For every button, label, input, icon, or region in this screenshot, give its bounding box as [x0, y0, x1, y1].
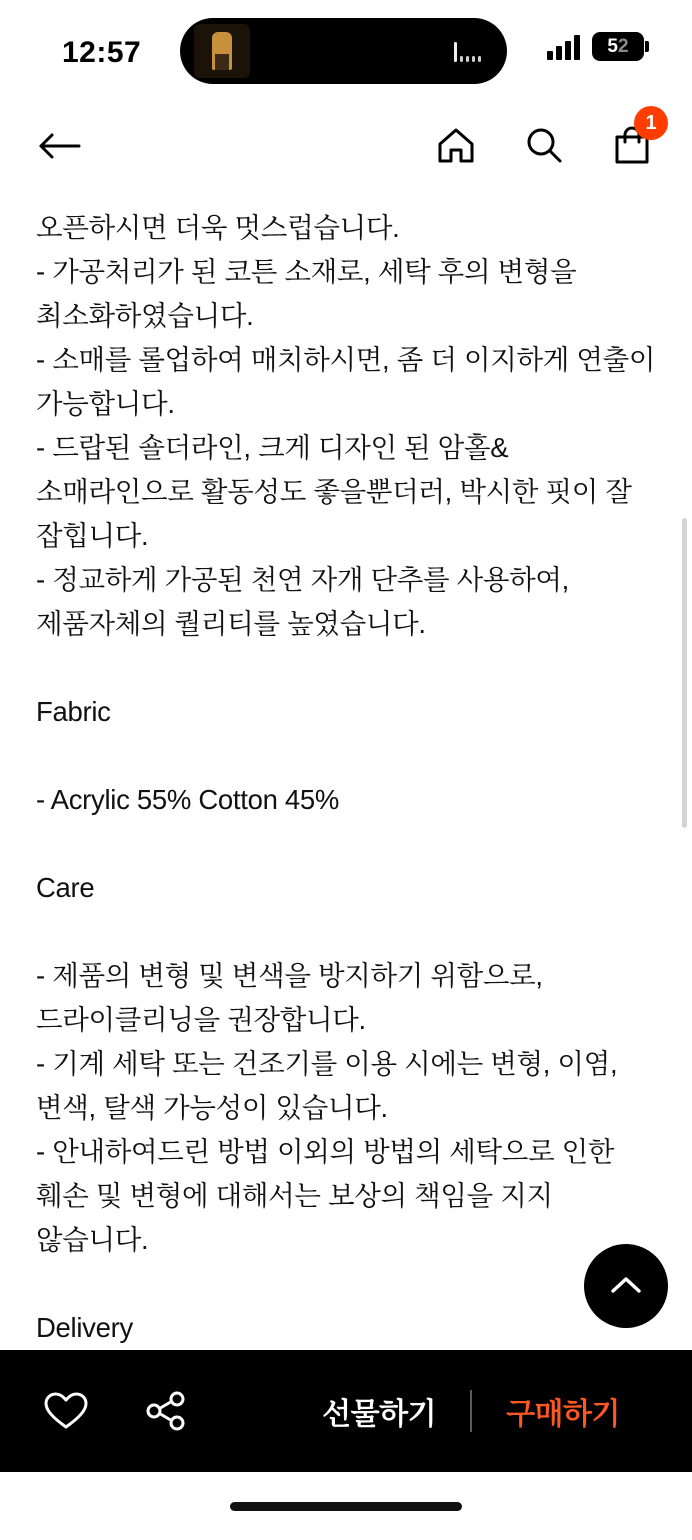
description-paragraph: - 가공처리가 된 코튼 소재로, 세탁 후의 변형을 최소화하였습니다.	[36, 256, 577, 331]
gift-button[interactable]: 선물하기	[322, 1398, 437, 1431]
paragraph-spacer	[36, 734, 656, 778]
status-bar	[0, 0, 692, 104]
vertical-scrollbar[interactable]	[682, 518, 687, 828]
cart-badge: 1	[634, 106, 668, 140]
home-indicator[interactable]	[230, 1502, 462, 1511]
cellular-signal-icon	[547, 34, 580, 60]
paragraph-spacer	[36, 1262, 656, 1306]
chevron-up-icon	[604, 1264, 648, 1308]
media-thumbnail-icon	[194, 24, 250, 78]
audio-waveform-icon	[454, 40, 481, 62]
care-line: - 안내하여드린 방법 이외의 방법의 세탁으로 인한 훼손 및 변형에 대해서는 보상의 책임을 지지 않습니다.	[36, 1136, 615, 1255]
share-button[interactable]	[142, 1387, 190, 1435]
description-paragraph: - 소매를 롤업하여 매치하시면, 좀 더 이지하게 연출이 가능합니다.	[36, 344, 656, 419]
description-paragraph: 오픈하시면 더욱 멋스럽습니다.	[36, 212, 400, 243]
search-icon	[523, 125, 565, 167]
battery-level-digit-2: 2	[618, 35, 629, 57]
paragraph-spacer	[36, 822, 656, 866]
care-line: - 기계 세탁 또는 건조기를 이용 시에는 변형, 이염, 변색, 탈색 가능성이 있습니다.	[36, 1048, 618, 1123]
paragraph-spacer	[36, 646, 656, 690]
dynamic-island[interactable]	[180, 18, 507, 84]
status-time: 12:57	[62, 36, 142, 69]
product-description-scroll-area[interactable]	[0, 188, 692, 1350]
section-heading-delivery: Delivery	[36, 1312, 133, 1343]
like-button[interactable]	[42, 1387, 90, 1435]
arrow-left-icon	[38, 131, 82, 161]
buy-button[interactable]: 구매하기	[506, 1398, 620, 1431]
description-paragraph: - 드랍된 숄더라인, 크게 디자인 된 암홀&소매라인으로 활동성도 좋을뿐더러, 박시한 핏이 잘 잡힙니다.	[36, 432, 632, 551]
top-navigation-bar	[0, 104, 692, 188]
section-heading-fabric: Fabric	[36, 696, 111, 727]
shopping-bag-button[interactable]	[608, 111, 657, 170]
home-icon	[435, 125, 477, 167]
section-heading-care: Care	[36, 872, 95, 903]
bottom-action-bar	[0, 1350, 692, 1472]
description-paragraph: - 정교하게 가공된 천연 자개 단추를 사용하여, 제품자체의 퀄리티를 높였습니다.	[36, 564, 570, 639]
paragraph-spacer	[36, 910, 656, 954]
heart-icon	[42, 1389, 90, 1433]
battery-level-digit-1: 5	[607, 35, 618, 57]
share-icon	[143, 1388, 189, 1434]
fabric-line: - Acrylic 55% Cotton 45%	[36, 784, 340, 815]
home-button[interactable]	[432, 122, 480, 170]
care-line: - 제품의 변형 및 변색을 방지하기 위함으로, 드라이클리닝을 권장합니다.	[36, 960, 543, 1035]
scroll-to-top-button[interactable]	[584, 1244, 668, 1328]
home-indicator-area	[0, 1472, 692, 1540]
battery-indicator	[592, 32, 644, 61]
back-button[interactable]	[36, 122, 84, 170]
cta-divider	[470, 1390, 472, 1432]
search-button[interactable]	[520, 122, 568, 170]
status-indicators	[547, 32, 644, 61]
